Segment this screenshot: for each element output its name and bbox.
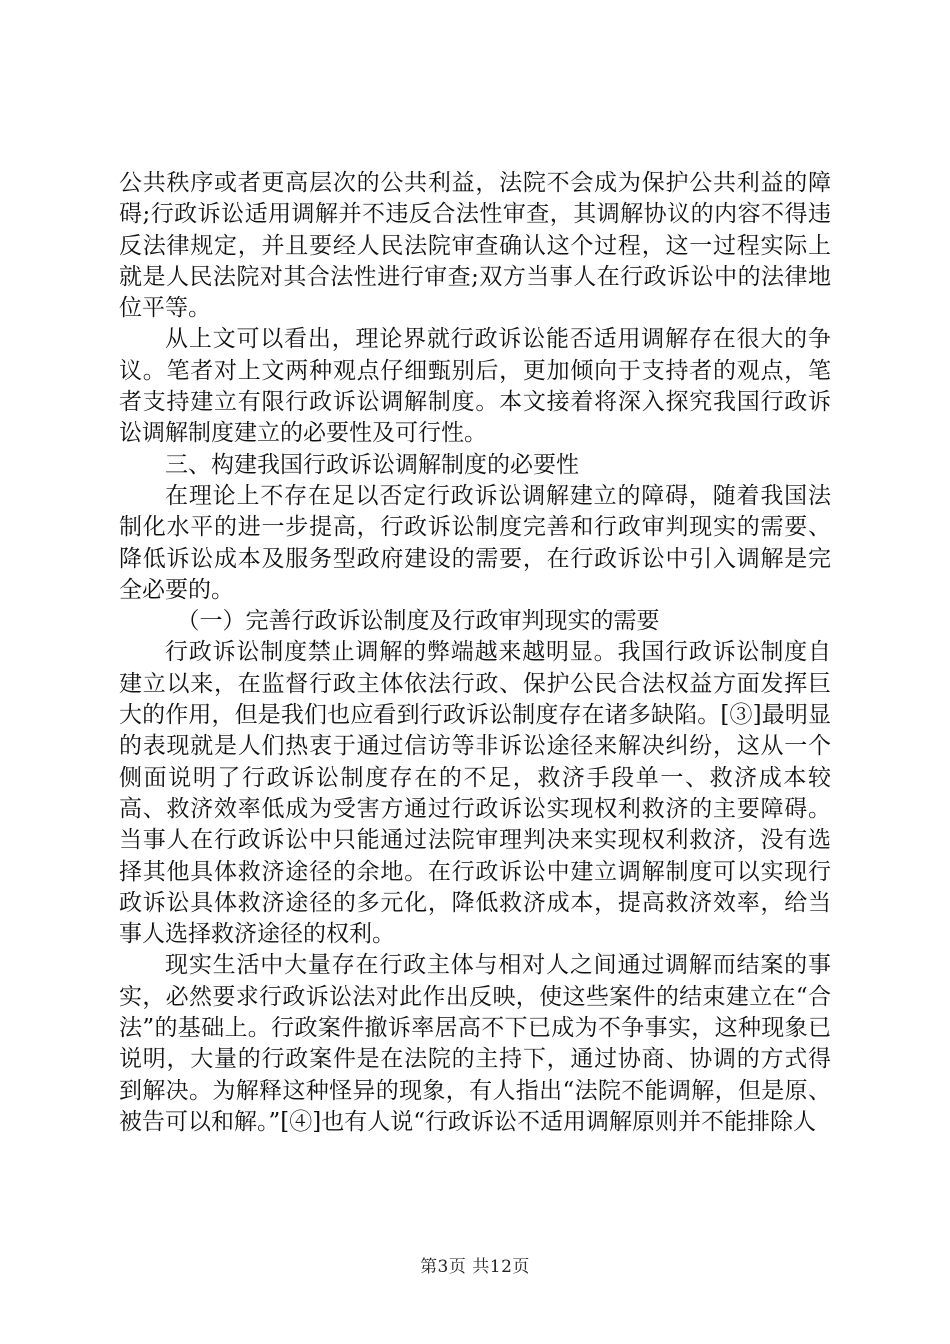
- paragraph-6: 行政诉讼制度禁止调解的弊端越来越明显。我国行政诉讼制度自建立以来，在监督行政主体依法行政、保护公民合法权益方面发挥巨大的作用，但是我们也应看到行政诉讼制度存在诸多缺陷。[③]最明显的表现就是人们热衷于通过信访等非诉讼途径来解决纠纷，这从一个侧面说明了行政诉讼制度存在的不足，救济手段单一、救济成本较高、救济效率低成为受害方通过行政诉讼实现权利救济的主要障碍。当事人在行政诉讼中只能通过法院审理判决来实现权利救济，没有选择其他具体救济途径的余地。在行政诉讼中建立调解制度可以实现行政诉讼具体救济途径的多元化，降低救济成本，提高救济效率，给当事人选择救济途径的权利。: [119, 639, 831, 948]
- paragraph-1: 公共秩序或者更高层次的公共利益，法院不会成为保护公共利益的障碍;行政诉讼适用调解并不违反合法性审查，其调解协议的内容不得违反法律规定，并且要经人民法院审查确认这个过程，这一过程实际上就是人民法院对其合法性进行审查;双方当事人在行政诉讼中的法律地位平等。: [119, 170, 831, 322]
- page-footer: 第3页 共12页: [420, 1257, 530, 1277]
- subsection-heading-1: （一）完善行政诉讼制度及行政审判现实的需要: [176, 608, 660, 635]
- document-body: [119, 168, 831, 1138]
- paragraph-2: 从上文可以看出，理论界就行政诉讼能否适用调解存在很大的争议。笔者对上文两种观点仔细甄别后，更加倾向于支持者的观点，笔者支持建立有限行政诉讼调解制度。本文接着将深入探究我国行政诉讼调解制度建立的必要性及可行性。: [119, 326, 831, 447]
- section-heading-3: 三、构建我国行政诉讼调解制度的必要性: [165, 451, 579, 478]
- paragraph-4: 在理论上不存在足以否定行政诉讼调解建立的障碍，随着我国法制化水平的进一步提高，行政诉讼制度完善和行政审判现实的需要、降低诉讼成本及服务型政府建设的需要，在行政诉讼中引入调解是完全必要的。: [119, 482, 831, 603]
- paragraph-7: 现实生活中大量存在行政主体与相对人之间通过调解而结案的事实，必然要求行政诉讼法对此作出反映，使这些案件的结束建立在“合法”的基础上。行政案件撤诉率居高不下已成为不争事实，这种现象已说明，大量的行政案件是在法院的主持下，通过协商、协调的方式得到解决。为解释这种怪异的现象，有人指出“法院不能调解，但是原、被告可以和解。”[④]也有人说“行政诉讼不适用调解原则并不能排除人: [119, 952, 831, 1135]
